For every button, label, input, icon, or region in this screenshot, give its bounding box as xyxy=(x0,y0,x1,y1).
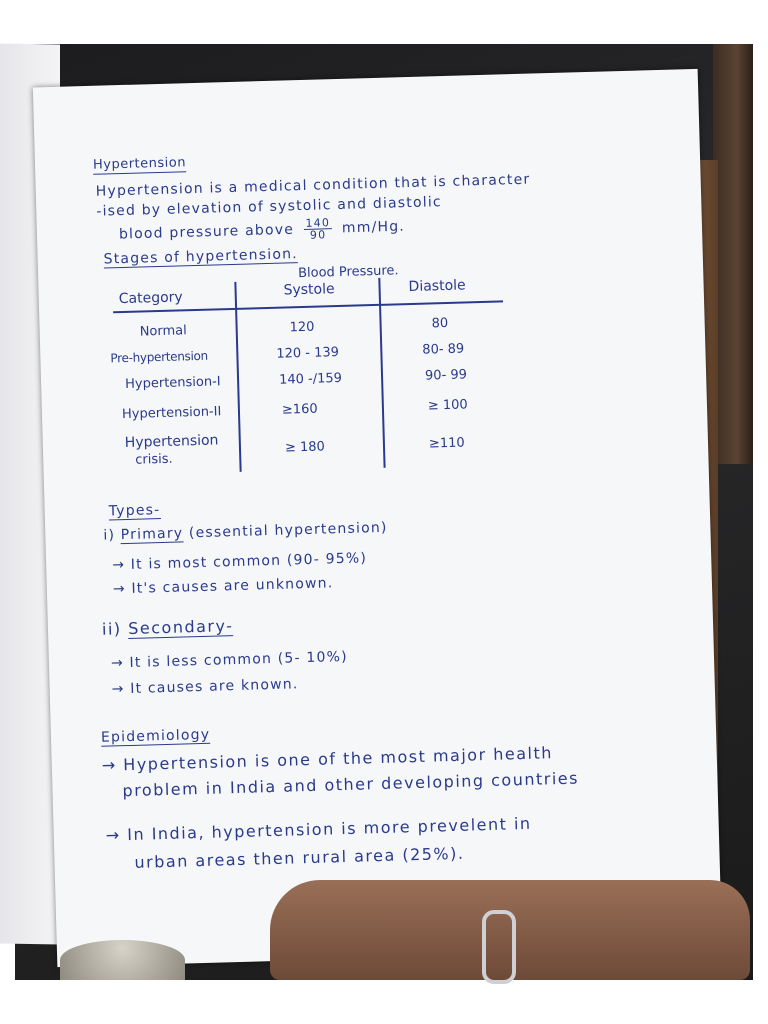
primary-heading xyxy=(103,520,388,544)
notebook-page xyxy=(33,69,722,967)
definition-line-3-suffix: mm/Hg. xyxy=(341,218,406,237)
ring xyxy=(482,910,516,984)
stages-title: Stages of hypertension. xyxy=(103,246,299,268)
epidemiology-p2-line2: urban areas then rural area (25%). xyxy=(134,843,465,872)
types-title: Types- xyxy=(108,502,161,520)
row-diastole-pre: 80- 89 xyxy=(422,341,465,358)
row-category-pre: Pre-hypertension xyxy=(110,348,209,366)
epidemiology-p1-line2: problem in India and other developing countries xyxy=(122,768,580,801)
row-diastole-normal: 80 xyxy=(431,315,449,332)
page-heading: Hypertension xyxy=(92,155,187,173)
secondary-label: Secondary- xyxy=(127,616,234,638)
fraction-numerator: 140 xyxy=(305,216,331,230)
row-systole-stage1: 140 -/159 xyxy=(278,370,343,388)
definition-line-2: -ised by elevation of systolic and diastolic xyxy=(96,194,443,220)
primary-point-2: → It's causes are unknown. xyxy=(112,575,334,598)
definition-line-1: Hypertension is a medical condition that is character xyxy=(95,171,531,200)
row-diastole-crisis: ≥110 xyxy=(428,435,465,452)
pressure-fraction xyxy=(303,217,332,241)
secondary-heading xyxy=(102,616,234,639)
definition-line-3 xyxy=(119,215,406,246)
row-category-stage1: Hypertension-I xyxy=(124,374,221,392)
row-category-crisis-2: crisis. xyxy=(135,451,173,468)
blood-pressure-header: Blood Pressure. xyxy=(297,263,399,282)
row-systole-stage2: ≥160 xyxy=(281,401,318,418)
row-category-normal: Normal xyxy=(139,323,187,340)
fraction-denominator: 90 xyxy=(309,228,327,242)
wooden-furniture xyxy=(713,44,753,464)
secondary-point-2: → It causes are known. xyxy=(111,676,299,698)
column-diastole: Diastole xyxy=(408,277,466,296)
wristwatch xyxy=(60,940,185,980)
column-systole: Systole xyxy=(283,281,335,299)
row-systole-pre: 120 - 139 xyxy=(276,345,340,362)
epidemiology-p1-line1: → Hypertension is one of the most major health xyxy=(101,743,554,775)
definition-line-3-prefix: blood pressure above xyxy=(118,221,295,243)
primary-label: Primary xyxy=(120,525,184,544)
primary-number: i) xyxy=(103,527,116,544)
row-systole-crisis: ≥ 180 xyxy=(284,439,326,456)
table-divider-1 xyxy=(234,282,241,472)
secondary-number: ii) xyxy=(101,619,122,639)
column-category: Category xyxy=(118,289,183,308)
row-category-crisis: Hypertension xyxy=(124,432,219,452)
row-diastole-stage2: ≥ 100 xyxy=(427,397,468,414)
primary-point-1: → It is most common (90- 95%) xyxy=(111,550,368,574)
row-systole-normal: 120 xyxy=(289,319,315,336)
epidemiology-title: Epidemiology xyxy=(100,726,211,746)
row-diastole-stage1: 90- 99 xyxy=(424,367,468,384)
primary-paren: (essential hypertension) xyxy=(188,519,388,542)
row-category-stage2: Hypertension-II xyxy=(121,404,222,423)
secondary-point-1: → It is less common (5- 10%) xyxy=(110,648,348,672)
table-divider-2 xyxy=(378,278,385,468)
epidemiology-p2-line1: → In India, hypertension is more prevelent in xyxy=(105,813,532,845)
